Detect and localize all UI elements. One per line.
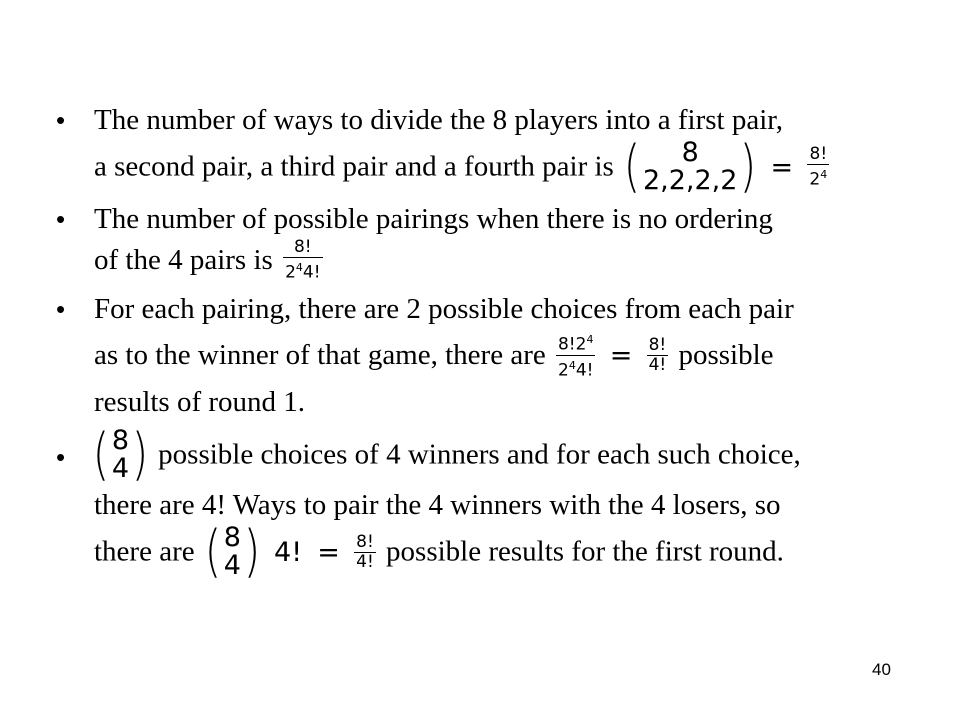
bullet-3-line-2 — [94, 330, 916, 383]
bullet-marker: • — [56, 204, 66, 234]
left-paren: ( — [623, 134, 641, 199]
binomial-stack — [224, 524, 241, 580]
den-exponent: 4 — [820, 167, 828, 181]
fraction-denominator — [283, 258, 322, 283]
fraction-numerator: 8! — [807, 145, 829, 165]
fraction-numerator: 8! — [356, 531, 374, 552]
right-paren: ) — [243, 519, 261, 585]
binomial-coefficient-2 — [202, 519, 263, 585]
bullet-item-1 — [56, 100, 916, 197]
fraction-1 — [556, 330, 595, 380]
bullet-1-line-2 — [94, 134, 916, 199]
bullet-item-2 — [56, 199, 916, 285]
binomial-top: 8 — [223, 522, 241, 554]
equals-sign: = — [317, 536, 340, 568]
bullet-4-line-3-tail: possible results for the first round. — [386, 535, 784, 568]
bullet-2-line-1: The number of possible pairings when there is no ordering — [94, 203, 773, 235]
bullet-1-line-2-text: a second pair, a third pair and a fourth pair is — [94, 150, 614, 183]
num-exponent: 4 — [586, 332, 594, 346]
bullet-item-3 — [56, 289, 916, 424]
den-exponent: 4 — [568, 358, 576, 372]
den-exponent: 4 — [295, 261, 303, 275]
multinomial-stack — [643, 139, 737, 195]
binomial-bottom: 4 — [223, 550, 241, 582]
bullet-4-line-3 — [94, 519, 916, 585]
den-tail: 4! — [302, 262, 321, 283]
fraction-1-denominator — [556, 356, 595, 381]
page-number: 40 — [872, 660, 891, 679]
left-paren: ( — [204, 519, 221, 585]
bullet-4-line-2: there are 4! Ways to pair the 4 winners with the 4 losers, so — [94, 489, 781, 522]
den-tail: 4! — [575, 360, 594, 381]
fraction-2-denominator: 4! — [648, 354, 667, 375]
factorial: 4! — [274, 536, 303, 568]
bullet-2-line-2-text: of the 4 pairs is — [94, 244, 273, 276]
fraction-2-numerator: 8! — [648, 334, 667, 355]
bullet-marker: • — [56, 105, 66, 135]
fraction-numerator: 8! — [283, 238, 322, 258]
fraction — [283, 238, 322, 283]
bullet-list — [56, 100, 916, 585]
bullet-item-4 — [56, 422, 916, 585]
fraction — [807, 145, 829, 190]
bullet-4-line-1-text: possible choices of 4 winners and for each such choice, — [158, 438, 801, 471]
fraction-denominator — [807, 165, 829, 190]
left-paren: ( — [92, 422, 110, 488]
den-base: 2 — [809, 169, 821, 190]
bullet-3-line-2-tail: possible — [678, 338, 774, 371]
fraction — [354, 533, 376, 572]
den-base: 2 — [285, 262, 296, 283]
bullet-3-line-1: For each pairing, there are 2 possible choices from each pair — [94, 292, 794, 325]
right-paren: ) — [131, 422, 149, 488]
binomial-bottom: 4 — [111, 453, 130, 485]
multinomial-bottom: 2,2,2,2 — [642, 165, 738, 196]
num-base: 8!2 — [557, 334, 587, 355]
bullet-1-line-1: The number of ways to divide the 8 players into a first pair, — [94, 104, 784, 136]
bullet-4-line-1 — [92, 422, 916, 488]
fraction-2 — [647, 336, 669, 375]
multinomial-top: 8 — [681, 137, 699, 168]
bullet-marker: • — [56, 293, 66, 324]
right-paren: ) — [740, 134, 757, 199]
multinomial-coefficient — [621, 134, 759, 199]
equals-sign: = — [770, 151, 794, 183]
fraction-denominator: 4! — [356, 551, 374, 572]
bullet-marker: • — [56, 442, 66, 473]
bullet-4-line-3-text: there are — [94, 535, 195, 568]
bullet-3-line-3: results of round 1. — [94, 386, 306, 419]
den-base: 2 — [557, 360, 569, 381]
binomial-top: 8 — [111, 425, 130, 457]
bullet-3-line-2-text: as to the winner of that game, there are — [94, 338, 546, 371]
binomial-coefficient — [90, 422, 151, 488]
fraction-1-numerator — [556, 330, 595, 356]
bullet-2-line-2 — [94, 237, 916, 285]
binomial-stack — [112, 427, 129, 483]
equals-sign: = — [609, 339, 633, 371]
